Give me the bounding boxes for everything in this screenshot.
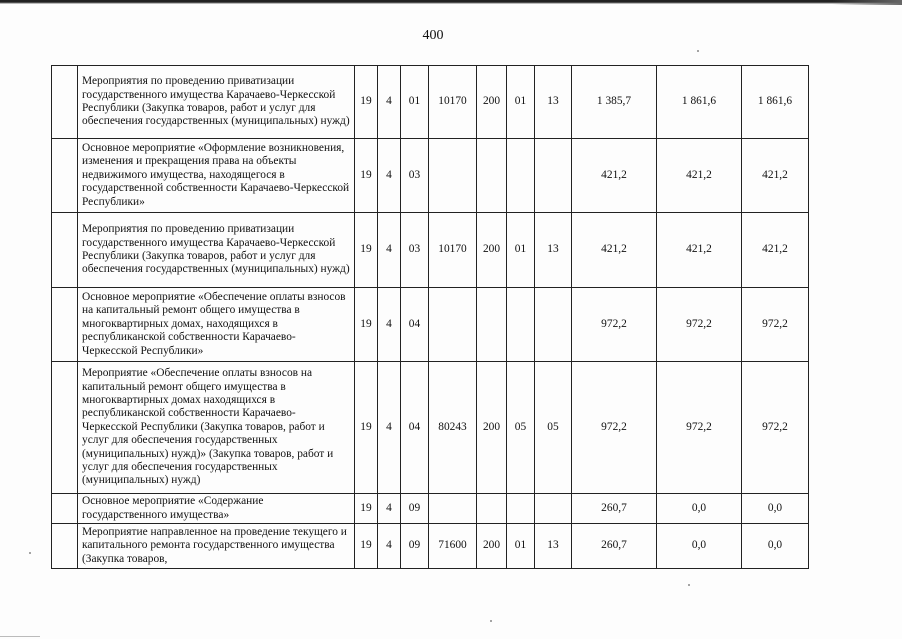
table-row xyxy=(52,524,809,569)
amount-cell: 421,2 xyxy=(572,139,657,213)
scan-edge-mark xyxy=(0,636,40,637)
code-cell xyxy=(429,288,477,362)
code-cell: 200 xyxy=(477,213,507,288)
code-cell xyxy=(429,494,477,524)
code-cell: 03 xyxy=(401,139,429,213)
table-row xyxy=(52,213,809,288)
code-cell: 01 xyxy=(507,524,535,569)
row-name: Основное мероприятие «Оформление возникновения, изменения и прекращения права на объекты недвижимого имущества, находящегося в государственной собственности Карачаево-Черкесской Республики» xyxy=(78,139,355,213)
amount-cell: 260,7 xyxy=(572,524,657,569)
code-cell: 4 xyxy=(378,362,401,494)
code-cell: 19 xyxy=(355,213,378,288)
code-cell: 200 xyxy=(477,362,507,494)
code-cell: 19 xyxy=(355,139,378,213)
blank-cell xyxy=(52,66,78,139)
blank-cell xyxy=(52,288,78,362)
code-cell: 01 xyxy=(507,66,535,139)
page-number: 400 xyxy=(422,28,444,43)
row-name: Мероприятие направленное на проведение текущего и капитального ремонта государственного имущества (Закупка товаров, xyxy=(78,524,355,569)
code-cell: 19 xyxy=(355,66,378,139)
scan-speck xyxy=(490,620,492,622)
code-cell: 13 xyxy=(535,66,572,139)
table-row xyxy=(52,66,809,139)
amount-cell: 421,2 xyxy=(742,213,809,288)
amount-cell: 421,2 xyxy=(572,213,657,288)
amount-cell: 1 861,6 xyxy=(657,66,742,139)
table-row xyxy=(52,139,809,213)
code-cell: 19 xyxy=(355,288,378,362)
code-cell: 4 xyxy=(378,213,401,288)
code-cell: 04 xyxy=(401,362,429,494)
code-cell: 13 xyxy=(535,213,572,288)
amount-cell: 0,0 xyxy=(742,524,809,569)
code-cell: 200 xyxy=(477,66,507,139)
amount-cell: 972,2 xyxy=(572,288,657,362)
row-name: Мероприятие «Обеспечение оплаты взносов на капитальный ремонт общего имущества в многоквартирных домах находящихся в республиканской собственности Карачаево-Черкесской Республики (Закупка товаров, работ и услуг для обеспечения государственных (муниципальных) нужд)» (Закупка товаров, работ и услуг для обеспечения государственных (муниципальных) нужд) xyxy=(78,362,355,494)
code-cell: 4 xyxy=(378,139,401,213)
code-cell: 04 xyxy=(401,288,429,362)
table-row xyxy=(52,494,809,524)
code-cell: 09 xyxy=(401,524,429,569)
code-cell xyxy=(535,288,572,362)
code-cell xyxy=(477,139,507,213)
amount-cell: 260,7 xyxy=(572,494,657,524)
scan-speck xyxy=(697,50,699,52)
amount-cell: 972,2 xyxy=(742,288,809,362)
code-cell: 01 xyxy=(507,213,535,288)
amount-cell: 972,2 xyxy=(742,362,809,494)
code-cell: 05 xyxy=(507,362,535,494)
top-rule xyxy=(0,0,902,4)
code-cell xyxy=(507,139,535,213)
code-cell xyxy=(507,494,535,524)
row-name: Основное мероприятие «Обеспечение оплаты взносов на капитальный ремонт общего имущества в многоквартирных домах, находящихся в республиканской собственности Карачаево-Черкесской Республики» xyxy=(78,288,355,362)
code-cell: 03 xyxy=(401,213,429,288)
code-cell: 80243 xyxy=(429,362,477,494)
code-cell: 4 xyxy=(378,288,401,362)
code-cell: 71600 xyxy=(429,524,477,569)
code-cell xyxy=(477,494,507,524)
row-name: Мероприятия по проведению приватизации государственного имущества Карачаево-Черкесской Республики (Закупка товаров, работ и услуг для обеспечения государственных (муниципальных) нужд) xyxy=(78,213,355,288)
amount-cell: 972,2 xyxy=(572,362,657,494)
amount-cell: 1 861,6 xyxy=(742,66,809,139)
blank-cell xyxy=(52,139,78,213)
scan-speck xyxy=(29,552,31,554)
code-cell: 13 xyxy=(535,524,572,569)
code-cell: 19 xyxy=(355,524,378,569)
amount-cell: 0,0 xyxy=(742,494,809,524)
row-name: Мероприятия по проведению приватизации государственного имущества Карачаево-Черкесской Республики (Закупка товаров, работ и услуг для обеспечения государственных (муниципальных) нужд) xyxy=(78,66,355,139)
code-cell: 4 xyxy=(378,494,401,524)
table-row xyxy=(52,362,809,494)
table-row xyxy=(52,288,809,362)
blank-cell xyxy=(52,494,78,524)
blank-cell xyxy=(52,524,78,569)
code-cell: 4 xyxy=(378,66,401,139)
amount-cell: 0,0 xyxy=(657,524,742,569)
code-cell: 09 xyxy=(401,494,429,524)
code-cell: 05 xyxy=(535,362,572,494)
amount-cell: 421,2 xyxy=(742,139,809,213)
row-name: Основное мероприятие «Содержание государственного имущества» xyxy=(78,494,355,524)
code-cell: 4 xyxy=(378,524,401,569)
code-cell: 10170 xyxy=(429,213,477,288)
code-cell: 10170 xyxy=(429,66,477,139)
scan-speck xyxy=(688,584,690,586)
code-cell: 19 xyxy=(355,494,378,524)
blank-cell xyxy=(52,213,78,288)
code-cell xyxy=(507,288,535,362)
code-cell: 200 xyxy=(477,524,507,569)
budget-table xyxy=(51,65,809,569)
amount-cell: 972,2 xyxy=(657,362,742,494)
code-cell: 19 xyxy=(355,362,378,494)
top-rule-fade xyxy=(832,0,902,5)
code-cell xyxy=(535,139,572,213)
code-cell xyxy=(429,139,477,213)
amount-cell: 1 385,7 xyxy=(572,66,657,139)
amount-cell: 0,0 xyxy=(657,494,742,524)
code-cell xyxy=(535,494,572,524)
amount-cell: 972,2 xyxy=(657,288,742,362)
code-cell: 01 xyxy=(401,66,429,139)
code-cell xyxy=(477,288,507,362)
amount-cell: 421,2 xyxy=(657,213,742,288)
amount-cell: 421,2 xyxy=(657,139,742,213)
blank-cell xyxy=(52,362,78,494)
